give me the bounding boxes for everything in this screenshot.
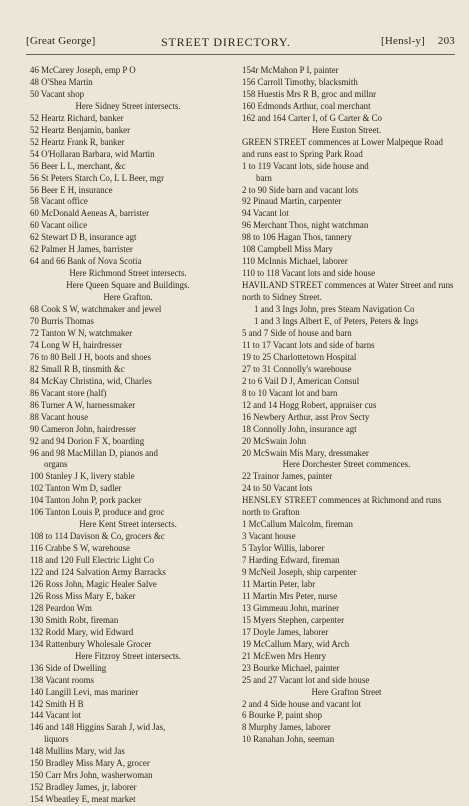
- directory-entry: 62 Stewart D B, insurance agt: [30, 232, 137, 243]
- directory-entry: 90 Cameron John, hairdresser: [30, 423, 136, 434]
- directory-entry: 13 Gimmeau John, mariner: [242, 602, 340, 613]
- directory-entry: 92 and 94 Dorion F X, boarding: [30, 435, 145, 446]
- directory-entry: 5 Taylor Willis, laborer: [242, 543, 325, 554]
- directory-entry: 20 McSwain John: [242, 435, 307, 446]
- directory-entry: 2 to 6 Vail D J, American Consul: [242, 375, 360, 386]
- directory-entry: 134 Rattenbury Wholesale Grocer: [30, 638, 152, 649]
- directory-entry: 12 and 14 Hogg Robert, appraiser cus: [242, 399, 377, 410]
- directory-entry: 76 to 80 Bell J H, boots and shoes: [30, 351, 152, 362]
- directory-entry: 50 Vacant shop: [30, 88, 85, 99]
- directory-entry: 22 Trainor James, painter: [242, 471, 333, 482]
- entry-continuation: organs: [44, 459, 68, 470]
- directory-entry: 6 Bourke P, paint shop: [242, 710, 323, 721]
- directory-entry: 82 Small R B, tinsmith &c: [30, 363, 125, 374]
- directory-entry: 152 Bradley James, jr, laborer: [30, 782, 137, 793]
- directory-entry: 98 to 106 Hagan Thos, tannery: [242, 232, 352, 243]
- directory-entry: 132 Rodd Mary, wid Edward: [30, 626, 134, 637]
- directory-entry: 60 Vacant oilice: [30, 220, 88, 231]
- directory-entry: 126 Ross Miss Mary E, baker: [30, 590, 136, 601]
- directory-entry: 144 Vacant lot: [30, 710, 82, 721]
- directory-entry: 94 Vacant lot: [242, 208, 289, 219]
- header-title: STREET DIRECTORY.: [161, 35, 291, 49]
- directory-entry: 96 Merchant Thos, night watchman: [242, 220, 369, 231]
- directory-entry: 138 Vacant rooms: [30, 674, 94, 685]
- directory-entry: 86 Turner A W, harnessmaker: [30, 399, 136, 410]
- directory-entry: 19 McCallum Mary, wid Arch: [242, 638, 350, 649]
- directory-entry: 70 Burris Thomas: [30, 316, 94, 327]
- directory-entry: 11 to 17 Vacant lots and side of barns: [242, 339, 375, 350]
- street-intersection-note: Here Richmond Street intersects.: [69, 268, 187, 279]
- directory-entry: 8 Murphy James, laborer: [242, 722, 331, 733]
- street-intersection-note: Here Queen Square and Buildings.: [66, 280, 190, 291]
- directory-entry: 46 McCarey Joseph, emp P O: [30, 65, 136, 75]
- entry-continuation: liquors: [44, 734, 69, 745]
- directory-entry: 108 Campbell Miss Mary: [242, 244, 333, 255]
- page-header: [26, 35, 455, 51]
- street-intersection-note: Here Grafton.: [103, 292, 153, 303]
- entry-continuation: barn: [256, 172, 272, 183]
- directory-entry: 102 Tanton Wm D, sadler: [30, 483, 122, 494]
- directory-entry: 154r McMahon P I, painter: [242, 65, 339, 75]
- directory-entry: 56 Beer L L, merchant, &c: [30, 160, 126, 171]
- street-intersection-note: Here Dorchester Street commences.: [282, 459, 411, 470]
- street-intersection-note: Here Sidney Street intersects.: [75, 100, 181, 111]
- directory-entry: 23 Bourke Michael, painter: [242, 662, 340, 673]
- directory-entry: 27 to 31 Connolly's warehouse: [242, 363, 352, 374]
- directory-entry: 148 Mullins Mary, wid Jas: [30, 746, 125, 757]
- directory-entry: 130 Smith Robt, fireman: [30, 614, 119, 625]
- directory-entry: 150 Carr Mrs John, washerwoman: [30, 770, 153, 781]
- directory-entry: 11 Martin Peter, labr: [242, 578, 316, 589]
- directory-entry: 160 Edmonds Arthur, coal merchant: [242, 100, 371, 111]
- directory-entry: 128 Peardon Wm: [30, 602, 92, 613]
- directory-entry: 52 Heartz Frank R, banker: [30, 136, 125, 147]
- street-intersection-note: Here Fitzroy Street intersects.: [75, 650, 181, 661]
- directory-entry: 72 Tanton W N, watchmaker: [30, 327, 133, 338]
- street-intersection-note: Here Grafton Street: [311, 686, 382, 697]
- directory-entry: 156 Carroll Timothy, blacksmith: [242, 76, 358, 87]
- directory-entry: 118 and 120 Full Electric Light Co: [30, 555, 154, 566]
- directory-entry: 126 Ross John, Magic Healer Salve: [30, 578, 157, 589]
- directory-entry: 116 Crabbe S W, warehouse: [30, 543, 130, 554]
- directory-entry: 2 to 90 Side barn and vacant lots: [242, 184, 359, 195]
- directory-entry: 17 Doyle James, laborer: [242, 626, 329, 637]
- header-right-street: [Hensl-y]: [381, 35, 425, 47]
- directory-entry: 21 McEwen Mrs Henry: [242, 650, 327, 661]
- directory-entry: 74 Long W H, hairdresser: [30, 339, 123, 350]
- directory-entry: 7 Harding Edward, fireman: [242, 555, 340, 566]
- directory-entry: 10 Ranahan John, seeman: [242, 734, 335, 745]
- directory-entry: 52 Heartz Richard, banker: [30, 112, 124, 123]
- directory-entry: 16 Newbery Arthur, asst Prov Secty: [242, 411, 370, 422]
- directory-entry: 110 to 118 Vacant lots and side house: [242, 268, 376, 279]
- directory-entry: 1 McCallum Malcolm, fireman: [242, 519, 353, 530]
- street-intersection-note: Here Euston Street.: [311, 124, 382, 135]
- directory-entry: 150 Bradley Miss Mary A, grocer: [30, 758, 150, 769]
- header-left-street: [Great George]: [26, 35, 96, 47]
- directory-entry: 1 and 3 Ings Albert E, of Peters, Peters & Ings: [254, 316, 419, 327]
- directory-entry: 56 Beer E H, insurance: [30, 184, 113, 195]
- directory-entry: 140 Langill Levi, mas mariner: [30, 686, 139, 697]
- directory-entry: 15 Myers Stephen, carpenter: [242, 614, 345, 625]
- directory-entry: 96 and 98 MacMillan D, pianos and: [30, 447, 158, 458]
- directory-entry: 1 to 119 Vacant lots, side house and: [242, 160, 369, 171]
- directory-entry: 142 Smith H B: [30, 698, 84, 709]
- directory-entry: 56 St Peters Starch Co, L L Beer, mgr: [30, 172, 165, 183]
- directory-entry: 58 Vacant office: [30, 196, 88, 207]
- right-column: [242, 65, 457, 746]
- directory-entry: 25 and 27 Vacant lot and side house: [242, 674, 370, 685]
- directory-entry: 48 O'Shea Martin: [30, 76, 93, 87]
- street-heading: HAVILAND STREET commences at Water Street and runs north to Sidney Street.: [242, 280, 454, 303]
- left-column: [30, 65, 232, 806]
- directory-entry: 84 McKay Christina, wid, Charles: [30, 375, 152, 386]
- directory-entry: 106 Tanton Louis P, produce and groc: [30, 507, 165, 518]
- header-rule: [26, 54, 455, 55]
- directory-entry: 86 Vacant store (half): [30, 387, 107, 398]
- directory-entry: 11 Martin Mrs Peter, nurse: [242, 590, 338, 601]
- directory-entry: 146 and 148 Higgins Sarah J, wid Jas,: [30, 722, 166, 733]
- directory-entry: 154 Wheatley E, meat market: [30, 794, 136, 805]
- directory-entry: 8 to 10 Vacant lot and barn: [242, 387, 338, 398]
- page-number: 203: [437, 35, 455, 47]
- directory-entry: 92 Pinaud Martin, carpenter: [242, 196, 342, 207]
- directory-entry: 62 Palmer H James, barrister: [30, 244, 133, 255]
- directory-entry: 24 to 50 Vacant lots: [242, 483, 313, 494]
- directory-entry: 158 Huestis Mrs R B, groc and millnr: [242, 88, 377, 99]
- directory-entry: 64 and 66 Bank of Nova Scotia: [30, 256, 142, 267]
- directory-entry: 1 and 3 Ings John, pres Steam Navigation Co: [254, 304, 415, 315]
- street-heading: HENSLEY STREET commences at Richmond and runs north to Grafton: [242, 495, 442, 518]
- directory-entry: 88 Vacant house: [30, 411, 89, 422]
- directory-entry: 18 Connolly John, insurance agt: [242, 423, 357, 434]
- street-intersection-note: Here Kent Street intersects.: [79, 519, 177, 530]
- directory-entry: 20 McSwain Mis Mary, dressmaker: [242, 447, 369, 458]
- directory-entry: 19 to 25 Charlottetown Hospital: [242, 351, 357, 362]
- directory-entry: 136 Side of Dwelling: [30, 662, 107, 673]
- directory-entry: 68 Cook S W, watchmaker and jewel: [30, 304, 162, 315]
- directory-entry: 104 Tanton John P, pork packer: [30, 495, 142, 506]
- directory-entry: 162 and 164 Carter I, of G Carter & Co: [242, 112, 382, 123]
- directory-entry: 122 and 124 Salvation Army Barracks: [30, 567, 166, 578]
- directory-entry: 54 O'Hollaran Barbara, wid Martin: [30, 148, 155, 159]
- directory-entry: 110 McInnis Michael, laborer: [242, 256, 348, 267]
- directory-entry: 3 Vacant house: [242, 531, 296, 542]
- directory-entry: 9 McNeil Joseph, ship carpenter: [242, 567, 357, 578]
- directory-entry: 5 and 7 Side of house and barn: [242, 327, 352, 338]
- directory-entry: 60 McDonald Aeneas A, barrister: [30, 208, 150, 219]
- directory-entry: 52 Heartz Benjamin, banker: [30, 124, 131, 135]
- directory-entry: 108 to 114 Davison & Co, grocers &c: [30, 531, 165, 542]
- street-heading: GREEN STREET commences at Lower Malpeque Road and runs east to Spring Park Road: [242, 136, 443, 159]
- directory-entry: 2 and 4 Side house and vacant lot: [242, 698, 362, 709]
- directory-entry: 100 Stanley J K, livery stable: [30, 471, 135, 482]
